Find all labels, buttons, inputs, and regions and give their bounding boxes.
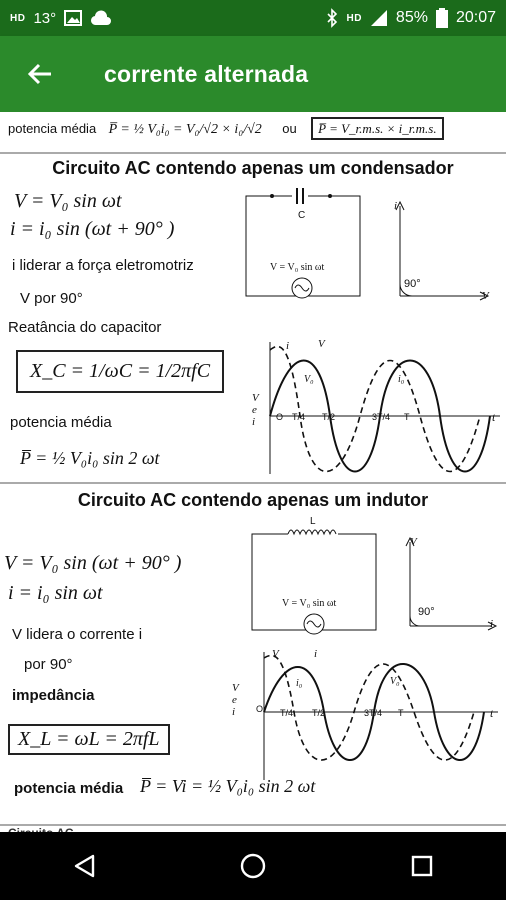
ind-wave-v0: V₀ [390, 676, 400, 687]
triangle-back-icon [73, 854, 95, 878]
cap-reactance-label: Reatância do capacitor [8, 319, 162, 336]
ind-power-eq: P̅ = Vi = ½ V₀i₀ sin 2 ωt [140, 776, 316, 796]
capacitor-circuit-diagram [242, 184, 364, 300]
top-formula-row [8, 120, 444, 138]
ind-wave-i0: i₀ [296, 678, 303, 689]
hd-indicator: HD [10, 12, 26, 24]
ind-wave-t: T [398, 708, 404, 718]
nav-recents-button[interactable] [392, 836, 452, 896]
capacitor-waveform [246, 338, 502, 478]
ind-wave-axis-i: i [232, 706, 236, 718]
arrow-back-icon [27, 61, 53, 87]
app-bar [0, 36, 506, 112]
clock: 20:07 [455, 9, 496, 26]
battery-percent: 85% [395, 9, 428, 26]
cap-reactance-eq: X_C = 1/ωC = 1/2πfC [16, 350, 224, 393]
back-button[interactable] [12, 46, 68, 102]
navigation-bar [0, 832, 506, 900]
cap-label: C [298, 210, 306, 221]
ind-wave-v-top: V [272, 648, 279, 660]
ind-wave-origin: O [256, 704, 264, 714]
signal-icon [370, 9, 388, 27]
ind-wave-i-top: i [314, 648, 318, 660]
cap-eq2: i = i₀ sin (ωt + 90° ) [10, 218, 175, 240]
battery-icon [436, 8, 448, 28]
top-power-label: potencia média [8, 121, 97, 136]
cap-phasor-v: V [482, 290, 489, 302]
section-divider [0, 152, 506, 154]
cap-eq1: V = V₀ sin ωt [14, 190, 122, 212]
inductor-heading: Circuito AC contendo apenas um indutor [77, 490, 429, 510]
inductor-circuit-diagram [248, 520, 380, 636]
ind-phasor-angle: 90° [418, 606, 435, 618]
cap-wave-axis-e: e [252, 404, 257, 416]
cap-wave-v-top: V [318, 338, 325, 350]
cap-wave-origin: O [276, 412, 284, 422]
app-title: corrente alternada [104, 60, 309, 87]
temperature: 13° [33, 9, 57, 27]
ind-wave-axis-e: e [232, 694, 237, 706]
or-label: ou [282, 121, 297, 136]
inductor-phasor-diagram [400, 536, 500, 636]
nav-home-button[interactable] [223, 836, 283, 896]
cloud-icon [90, 10, 112, 26]
cap-wave-v0: V₀ [304, 374, 314, 385]
ind-impedance-eq: X_L = ωL = 2πfL [8, 724, 170, 755]
ind-por-text: por 90° [24, 656, 73, 673]
cap-wave-i-top: i [286, 340, 290, 352]
cap-wave-axis-i: i [252, 416, 256, 428]
cap-wave-axis-v: V [252, 392, 259, 404]
ind-phasor-v: V [410, 536, 417, 548]
cap-wave-t4: T/4 [292, 412, 306, 422]
cap-wave-t2: T/2 [322, 412, 336, 422]
top-rms-eq: P̅ = V_r.m.s. × i_r.m.s. [311, 117, 443, 140]
ind-eq1: V = V₀ sin (ωt + 90° ) [4, 552, 182, 574]
cap-wave-t: T [404, 412, 410, 422]
ind-source-label: V = V₀ sin ωt [282, 598, 337, 609]
capacitor-phasor-diagram [384, 200, 496, 304]
ind-lead-text: V lidera o corrente i [12, 626, 143, 643]
ind-wave-t4: T/4 [280, 708, 294, 718]
cap-phasor-i: i [394, 200, 398, 212]
hd-network-indicator: HD [346, 12, 362, 24]
ind-power-label: potencia média [14, 780, 124, 797]
cap-wave-i0: i₀ [398, 374, 405, 385]
cap-lead-text: i liderar a força eletromotriz [12, 257, 194, 274]
ind-wave-axis-v: V [232, 682, 239, 694]
cap-source-label: V = V₀ sin ωt [270, 262, 325, 273]
top-power-eq: P̅ = ½ V₀i₀ = V₀/√2 × i₀/√2 [108, 122, 262, 137]
content-image[interactable] [0, 112, 506, 832]
ind-wave-3t4: 3T/4 [364, 708, 383, 718]
cap-power-eq: P̅ = ½ V₀i₀ sin 2 ωt [20, 448, 160, 468]
image-icon [64, 10, 82, 26]
ind-impedance-label: impedância [12, 687, 95, 704]
ind-phasor-i: i [490, 618, 494, 630]
ind-eq2: i = i₀ sin ωt [8, 582, 103, 604]
capacitor-heading: Circuito AC contendo apenas um condensador [52, 158, 454, 178]
cap-wave-3t4: 3T/4 [372, 412, 391, 422]
ind-wave-time: t [490, 706, 494, 720]
section-divider-2 [0, 482, 506, 484]
cap-power-label: potencia média [10, 414, 112, 431]
cap-por-text: V por 90° [20, 290, 83, 307]
ind-wave-t2: T/2 [312, 708, 326, 718]
status-bar [0, 0, 506, 36]
square-recents-icon [411, 855, 433, 877]
cap-wave-time: t [492, 410, 496, 424]
cap-phasor-angle: 90° [404, 278, 421, 290]
circle-home-icon [240, 853, 266, 879]
bluetooth-icon [326, 9, 338, 27]
ind-label: L [310, 516, 316, 527]
nav-back-button[interactable] [54, 836, 114, 896]
